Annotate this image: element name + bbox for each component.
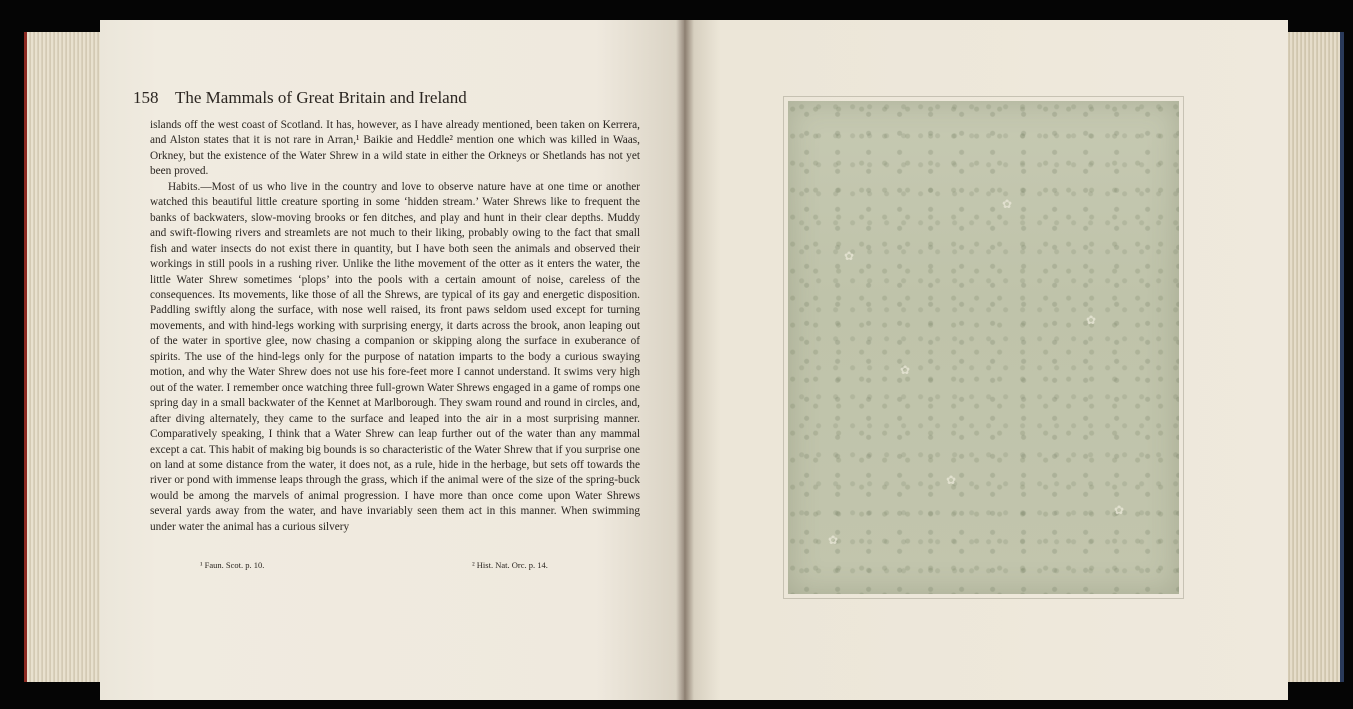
flower-motif: ✿ [946, 473, 957, 487]
paragraph-1: islands off the west coast of Scotland. It has, however, as I have already mentioned, been taken on Kerrera, and Alston states that it is not rare in Arran,¹ Baikie and Heddle² mention one which was killed in Waas, Orkney, but the existence of the Water Shrew in a wild state in either the Orkneys or Shetlands has not yet been proved. [150, 119, 640, 178]
footnote-2: ² Hist. Nat. Orc. p. 14. [472, 560, 548, 570]
flower-motif: ✿ [900, 363, 911, 377]
left-page-edges [24, 32, 107, 682]
flower-motif: ✿ [1086, 313, 1097, 327]
footnote-1: ¹ Faun. Scot. p. 10. [200, 560, 265, 570]
right-page-edges [1286, 32, 1344, 682]
tissue-covered-plate [788, 101, 1179, 594]
book-gutter [676, 20, 694, 700]
flower-motif: ✿ [844, 249, 855, 263]
paragraph-habits: Habits.—Most of us who live in the country and love to observe nature have at one time or another watched this beautiful little creature sporting in some ‘hidden stream.’ Water Shrews like to frequent the banks of backwaters, slow-moving brooks or fen ditches, and play and hunt in their clear depths. Muddy and swift-flowing rivers and streamlets are not much to their liking, probably owing to the fact that small fish and water insects do not exist there in quantity, but I have both seen the animals and observed their workings in still pools in a rushing river. Unlike the lithe movement of the otter as it enters the water, the little Water Shrew sometimes ‘plops’ into the pools with a certain amount of noise, careless of the consequences. Its movements, like those of all the Shrews, are typical of its gay and energetic disposition. Paddling swiftly along the surface, with nose well raised, its front paws seldom used except for turning movements, and with hind-legs working with surprising energy, it darts across the brook, anon leaping out of the water in sportive glee, now chasing a companion or skipping along the surface in exuberance of spirits. The use of the hind-legs only for the purpose of natation imparts to the body a curious swaying motion, and why the Water Shrew does not use his fore-feet more I cannot understand. It swims very high out of the water. I remember once watching three full-grown Water Shrews engaged in a game of romps one spring day in a small backwater of the Kennet at Marlborough. They swam round and round in circles, and, after diving alternately, they came to the surface and leaped into the air in a most surprising manner. Comparatively speaking, I think that a Water Shrew can leap further out of the water than any mammal except a cat. This habit of making big bounds is so characteristic of the Water Shrew that if you surprise one on land at some distance from the water, it does not, as a rule, hide in the herbage, but sets off towards the river or pond with immense leaps through the grass, which if the animal were of the size of the spring-buck would be among the marvels of animal progression. I have more than once come upon Water Shrews several yards away from the water, and have invariably seen them act in this manner. When swimming under water the animal has a curious silvery [150, 180, 640, 533]
flower-motif: ✿ [828, 533, 839, 547]
running-head-title: The Mammals of Great Britain and Ireland [175, 88, 467, 107]
running-head [133, 88, 653, 108]
page-number: 158 [133, 88, 159, 107]
body-text [150, 118, 640, 535]
flower-motif: ✿ [1114, 503, 1125, 517]
footnotes [150, 560, 640, 570]
flower-motif: ✿ [1002, 197, 1013, 211]
